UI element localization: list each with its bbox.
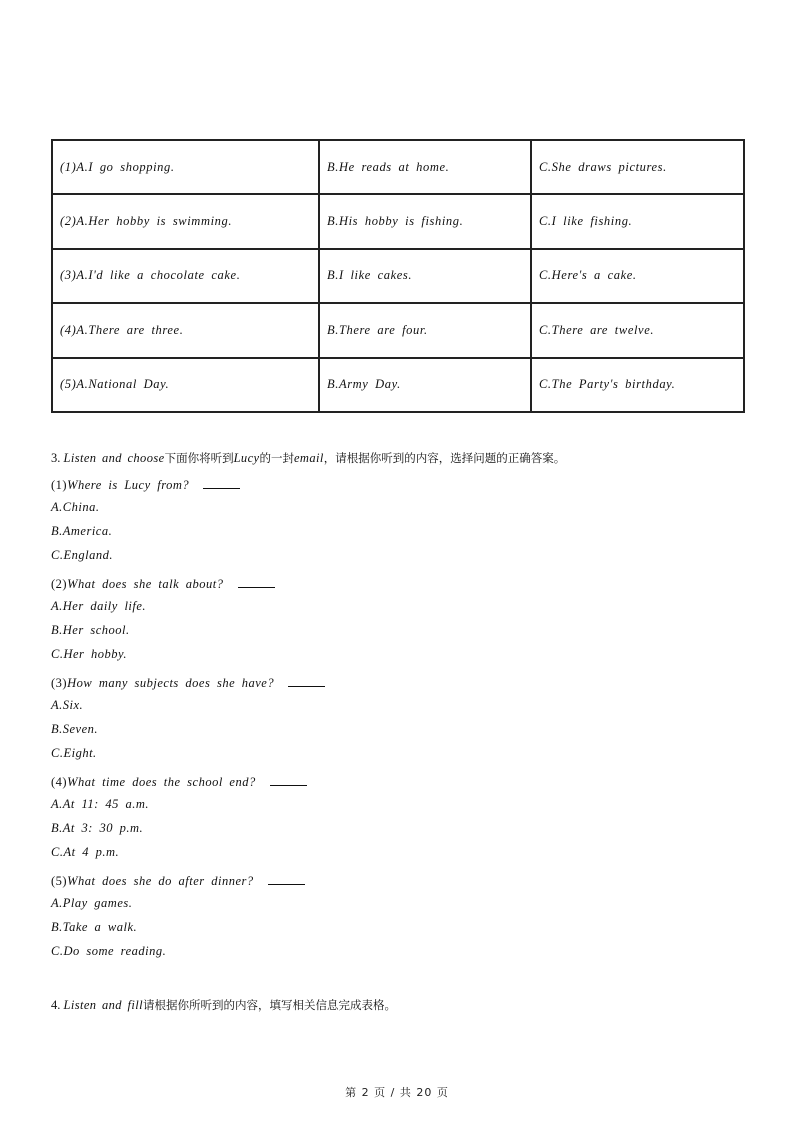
table-cell: (2)A.Her hobby is swimming. [52,194,319,248]
option: B.Her school. [51,623,130,637]
section-number: 3. [51,451,61,465]
table-cell: B.He reads at home. [319,140,531,194]
question-text: How many subjects does she have? [67,676,275,690]
table-cell: (3)A.I'd like a chocolate cake. [52,249,319,303]
option: A.Her daily life. [51,599,147,613]
table-row [52,194,744,248]
option: C.Eight. [51,746,97,760]
section-instruction: 下面你将听到 [164,451,234,465]
question-text: Where is Lucy from? [67,478,190,492]
table-cell: B.I like cakes. [319,249,531,303]
section-3-heading [51,450,565,466]
table-cell: C.Here's a cake. [531,249,744,303]
section-4-heading [51,997,396,1013]
answer-blank[interactable] [268,872,305,885]
question-number: (5) [51,874,68,888]
option: A.China. [51,500,100,514]
table-cell: B.There are four. [319,303,531,357]
word-text: email [293,451,324,465]
answer-blank[interactable] [203,476,240,489]
question-number: (4) [51,775,68,789]
answer-blank[interactable] [238,575,275,588]
table-cell: (5)A.National Day. [52,358,319,412]
table-row [52,249,744,303]
table-cell: C.I like fishing. [531,194,744,248]
section-instruction: ，请根据你听到的内容，选择问题的正确答案。 [323,451,566,465]
section-instruction: 请根据你所听到的内容，填写相关信息完成表格。 [142,998,396,1012]
option: C.Her hobby. [51,647,128,661]
section-number: 4. [51,998,61,1012]
section-title: Listen and choose [63,451,165,465]
option: C.At 4 p.m. [51,845,120,859]
table-row [52,303,744,357]
table-cell: C.The Party's birthday. [531,358,744,412]
option: C.England. [51,548,113,562]
question-text: What time does the school end? [67,775,256,789]
section-instruction: 的一封 [259,451,294,465]
question-1 [51,476,240,493]
question-number: (3) [51,676,68,690]
option: B.Take a walk. [51,920,138,934]
table-cell: (1)A.I go shopping. [52,140,319,194]
question-5 [51,872,305,889]
table-cell: (4)A.There are three. [52,303,319,357]
section-title: Listen and fill [63,998,143,1012]
option: B.America. [51,524,113,538]
answer-blank[interactable] [270,773,307,786]
table-row [52,140,744,194]
question-3 [51,674,325,691]
option: A.At 11: 45 a.m. [51,797,150,811]
table-cell: C.There are twelve. [531,303,744,357]
table-cell: B.His hobby is fishing. [319,194,531,248]
question-4 [51,773,307,790]
question-number: (2) [51,577,68,591]
question-text: What does she do after dinner? [67,874,254,888]
option: B.At 3: 30 p.m. [51,821,144,835]
name-text: Lucy [233,451,260,465]
question-text: What does she talk about? [67,577,224,591]
option: A.Play games. [51,896,133,910]
answer-blank[interactable] [288,674,325,687]
option: C.Do some reading. [51,944,167,958]
option: B.Seven. [51,722,99,736]
answer-choices-table [51,139,745,413]
table-row [52,358,744,412]
option: A.Six. [51,698,84,712]
table-cell: C.She draws pictures. [531,140,744,194]
question-2 [51,575,275,592]
question-number: (1) [51,478,68,492]
table-cell: B.Army Day. [319,358,531,412]
page-footer: 第 2 页 / 共 20 页 [345,1086,449,1099]
